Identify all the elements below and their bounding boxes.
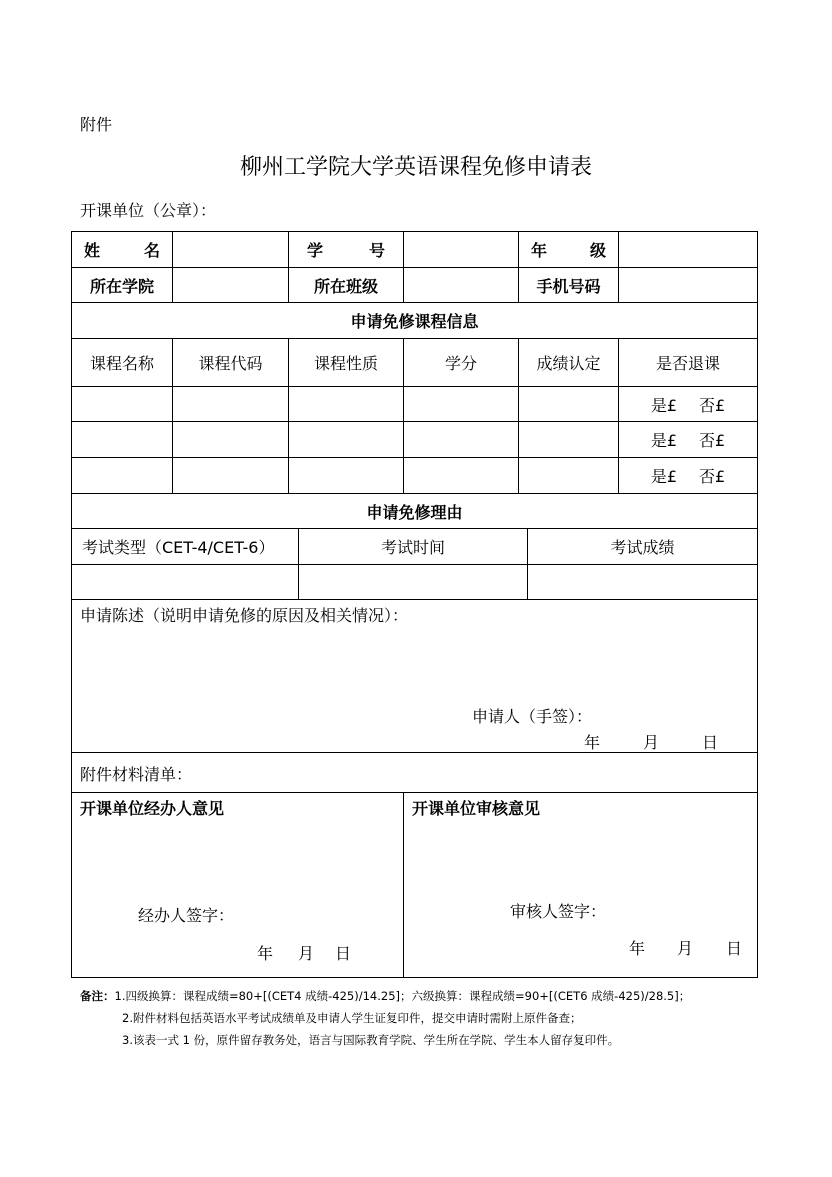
notes-block [80, 985, 690, 1051]
college-label: 所在学院 [89, 276, 154, 296]
grade-label: 年 级 [531, 241, 606, 260]
name-label: 姓 名 [84, 241, 160, 260]
college-field[interactable] [173, 268, 288, 302]
withdraw-yes-checkbox[interactable]: 是£ [650, 395, 677, 415]
note-line-1: 备注：1.四级换算：课程成绩=80+[(CET4 成绩-425)/14.25]；六级换算：课程成绩=90+[(CET6 成绩-425)/28.5]； [80, 989, 691, 1003]
withdraw-yes-checkbox[interactable]: 是£ [650, 467, 677, 486]
col-withdraw: 是否退课 [655, 354, 720, 373]
name-field[interactable] [173, 232, 288, 267]
class-field[interactable] [404, 268, 518, 302]
col-credits: 学分 [444, 354, 477, 373]
student-id-field[interactable] [404, 232, 518, 267]
course-info-heading: 申请免修课程信息 [350, 312, 479, 331]
grade-field[interactable] [619, 232, 757, 267]
statement-label: 申请陈述（说明申请免修的原因及相关情况）： [80, 606, 409, 625]
note-line-2: 2.附件材料包括英语水平考试成绩单及申请人学生证复印件，提交申请时需附上原件备查； [122, 1011, 582, 1025]
phone-label: 手机号码 [536, 276, 601, 296]
reason-heading: 申请免修理由 [366, 502, 463, 522]
col-exam-score: 考试成绩 [610, 538, 675, 557]
applicant-date-year: 年 [584, 733, 601, 752]
class-label: 所在班级 [313, 276, 378, 296]
withdraw-options [619, 387, 757, 421]
reviewer-signature-label: 审核人签字： [510, 902, 607, 921]
handler-opinion-heading: 开课单位经办人意见 [80, 799, 225, 818]
handler-date-day: 日 [335, 944, 352, 963]
exam-time-field[interactable] [299, 565, 527, 599]
note-line-3: 3.该表一式 1 份，原件留存教务处，语言与国际教育学院、学生所在学院、学生本人留存复印件。 [122, 1033, 620, 1047]
withdraw-no-checkbox[interactable]: 否£ [699, 431, 726, 450]
col-course-code: 课程代码 [198, 354, 263, 373]
form-title: 柳州工学院大学英语课程免修申请表 [239, 155, 592, 180]
attachment-label: 附件 [80, 115, 113, 134]
applicant-date-day: 日 [702, 733, 719, 752]
handler-date-year: 年 [257, 944, 274, 963]
col-exam-type: 考试类型（CET-4/CET-6） [82, 538, 275, 557]
notes-label: 备注： [80, 989, 115, 1003]
reviewer-opinion-heading: 开课单位审核意见 [412, 799, 541, 818]
handler-date-month: 月 [298, 944, 315, 963]
withdraw-no-checkbox[interactable]: 否£ [699, 395, 726, 415]
withdraw-yes-checkbox[interactable]: 是£ [650, 431, 677, 450]
col-exam-time: 考试时间 [380, 538, 445, 557]
col-grade-recognition: 成绩认定 [536, 354, 601, 373]
unit-seal-label: 开课单位（公章）： [80, 201, 217, 220]
col-course-name: 课程名称 [89, 354, 154, 373]
reviewer-date-month: 月 [677, 939, 694, 958]
student-id-label: 学 号 [307, 241, 385, 260]
exam-score-field[interactable] [528, 565, 757, 599]
applicant-signature-label: 申请人（手签）： [472, 707, 593, 726]
reviewer-date-year: 年 [629, 939, 646, 958]
phone-field[interactable] [619, 268, 757, 302]
applicant-date-month: 月 [643, 733, 660, 752]
reviewer-date-day: 日 [726, 939, 743, 958]
withdraw-options [619, 458, 757, 493]
col-course-nature: 课程性质 [313, 354, 378, 373]
withdraw-options [619, 422, 757, 457]
withdraw-no-checkbox[interactable]: 否£ [699, 467, 726, 486]
attachments-label: 附件材料清单： [80, 765, 193, 784]
handler-signature-label: 经办人签字： [138, 906, 235, 925]
exam-type-field[interactable] [72, 565, 298, 599]
